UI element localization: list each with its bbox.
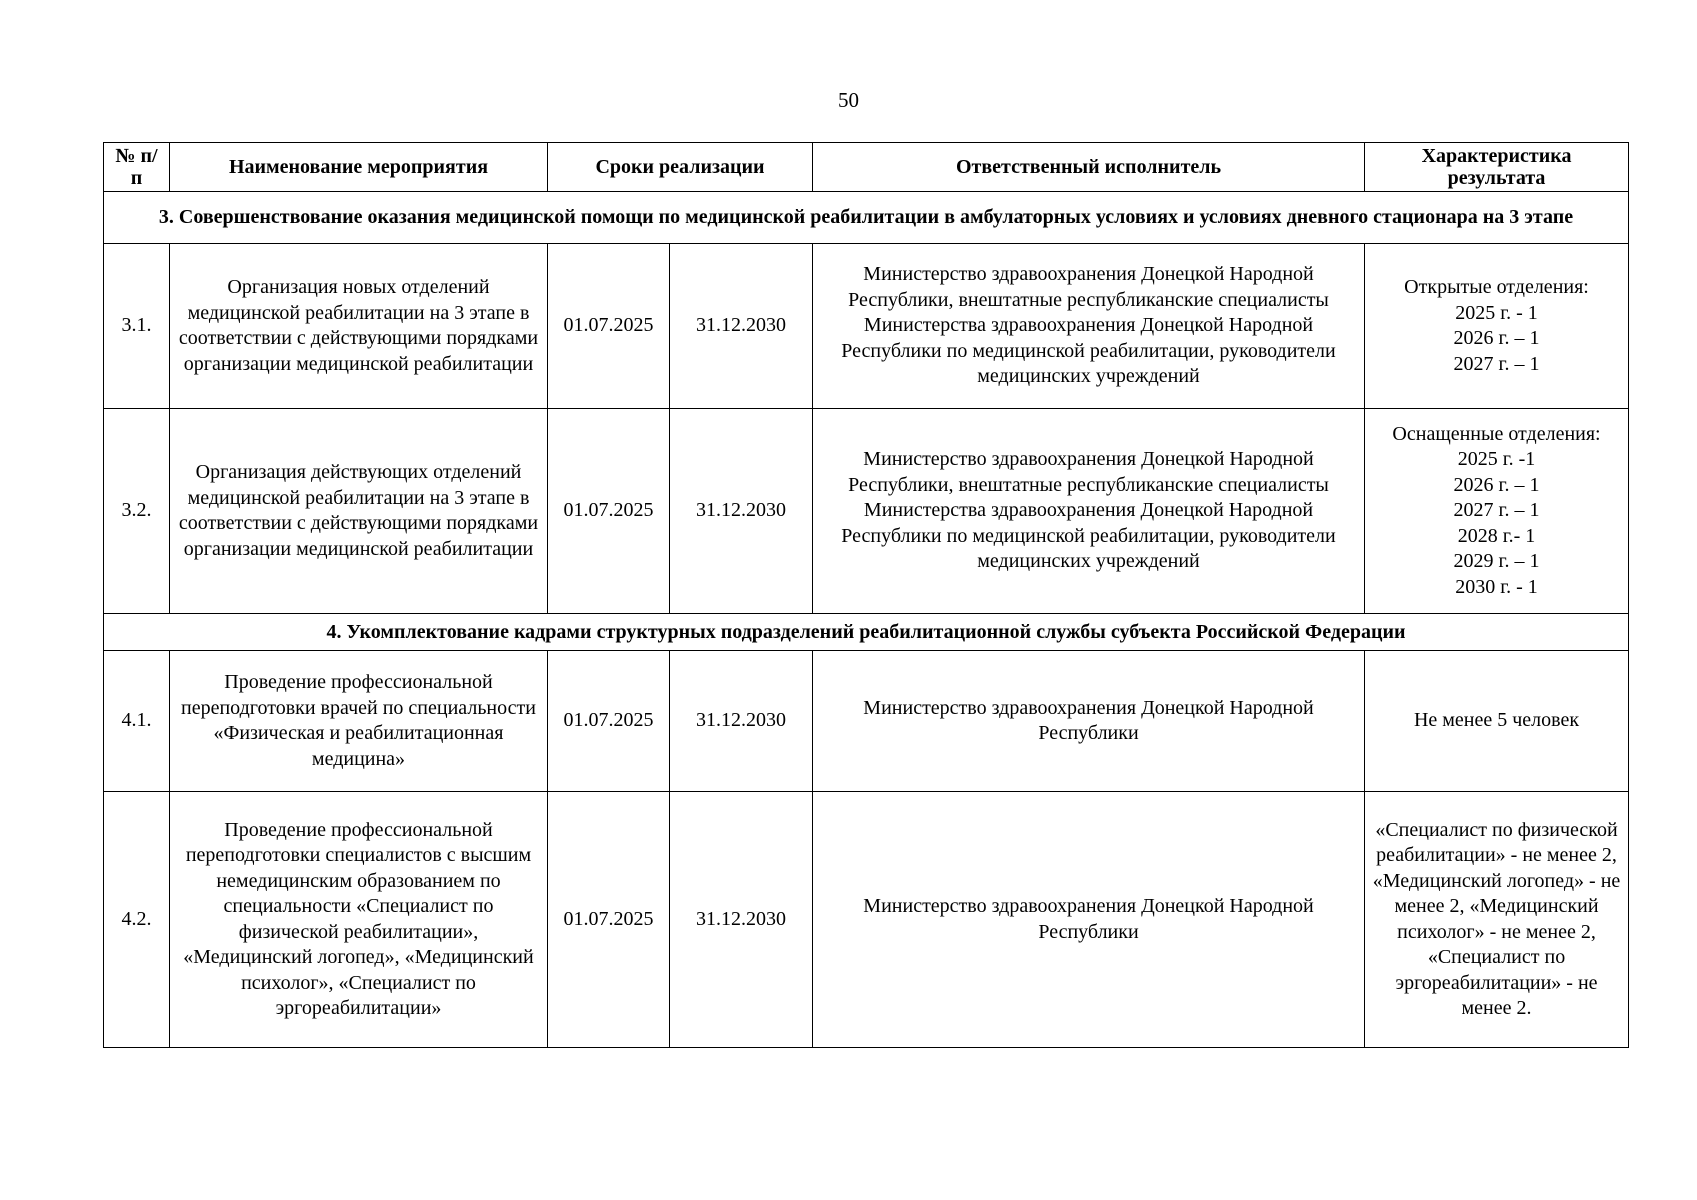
table-row-3-1 (104, 244, 1629, 409)
section-4-row (104, 614, 1629, 651)
row-result: «Специалист по физической реабилитации» - не менее 2, «Медицинский логопед» - не менее 2, «Медицинский психолог» - не менее 2, «Специалист по эргореабилитации» - не менее 2. (1365, 792, 1629, 1048)
row-num: 3.2. (104, 409, 170, 614)
header-result: Характеристика результата (1365, 143, 1629, 192)
header-name: Наименование мероприятия (170, 143, 548, 192)
table-row-4-1 (104, 651, 1629, 792)
table-row-3-2 (104, 409, 1629, 614)
row-num: 4.1. (104, 651, 170, 792)
row-name: Организация новых отделений медицинской реабилитации на 3 этапе в соответствии с действующими порядками организации медицинской реабилитации (170, 244, 548, 409)
header-responsible: Ответственный исполнитель (813, 143, 1365, 192)
table-row-4-2 (104, 792, 1629, 1048)
row-end-date: 31.12.2030 (670, 651, 813, 792)
row-responsible: Министерство здравоохранения Донецкой Народной Республики, внештатные республиканские специалисты Министерства здравоохранения Донецкой Народной Республики по медицинской реабилитации, руководители медицинских учреждений (813, 409, 1365, 614)
row-start-date: 01.07.2025 (548, 409, 670, 614)
row-responsible: Министерство здравоохранения Донецкой Народной Республики, внештатные республиканские специалисты Министерства здравоохранения Донецкой Народной Республики по медицинской реабилитации, руководители медицинских учреждений (813, 244, 1365, 409)
header-num: № п/п (104, 143, 170, 192)
section-4-title: 4. Укомплектование кадрами структурных подразделений реабилитационной службы субъекта Российской Федерации (104, 614, 1629, 651)
row-responsible: Министерство здравоохранения Донецкой Народной Республики (813, 651, 1365, 792)
row-name: Проведение профессиональной переподготовки врачей по специальности «Физическая и реабилитационная медицина» (170, 651, 548, 792)
row-start-date: 01.07.2025 (548, 244, 670, 409)
row-result: Оснащенные отделения: 2025 г. -1 2026 г. – 1 2027 г. – 1 2028 г.- 1 2029 г. – 1 2030 г. - 1 (1365, 409, 1629, 614)
row-end-date: 31.12.2030 (670, 409, 813, 614)
row-num: 4.2. (104, 792, 170, 1048)
row-responsible: Министерство здравоохранения Донецкой Народной Республики (813, 792, 1365, 1048)
row-result: Открытые отделения: 2025 г. - 1 2026 г. – 1 2027 г. – 1 (1365, 244, 1629, 409)
activities-table (103, 142, 1629, 1048)
row-end-date: 31.12.2030 (670, 244, 813, 409)
row-num: 3.1. (104, 244, 170, 409)
row-end-date: 31.12.2030 (670, 792, 813, 1048)
section-3-title: 3. Совершенствование оказания медицинской помощи по медицинской реабилитации в амбулаторных условиях и условиях дневного стационара на 3 этапе (104, 192, 1629, 244)
table-header-row (104, 143, 1629, 192)
row-name: Проведение профессиональной переподготовки специалистов с высшим немедицинским образованием по специальности «Специалист по физической реабилитации», «Медицинский логопед», «Медицинский психолог», «Специалист по эргореабилитации» (170, 792, 548, 1048)
row-name: Организация действующих отделений медицинской реабилитации на 3 этапе в соответствии с действующими порядками организации медицинской реабилитации (170, 409, 548, 614)
row-result: Не менее 5 человек (1365, 651, 1629, 792)
header-terms: Сроки реализации (548, 143, 813, 192)
page-number: 50 (838, 88, 859, 112)
row-start-date: 01.07.2025 (548, 651, 670, 792)
section-3-row (104, 192, 1629, 244)
row-start-date: 01.07.2025 (548, 792, 670, 1048)
